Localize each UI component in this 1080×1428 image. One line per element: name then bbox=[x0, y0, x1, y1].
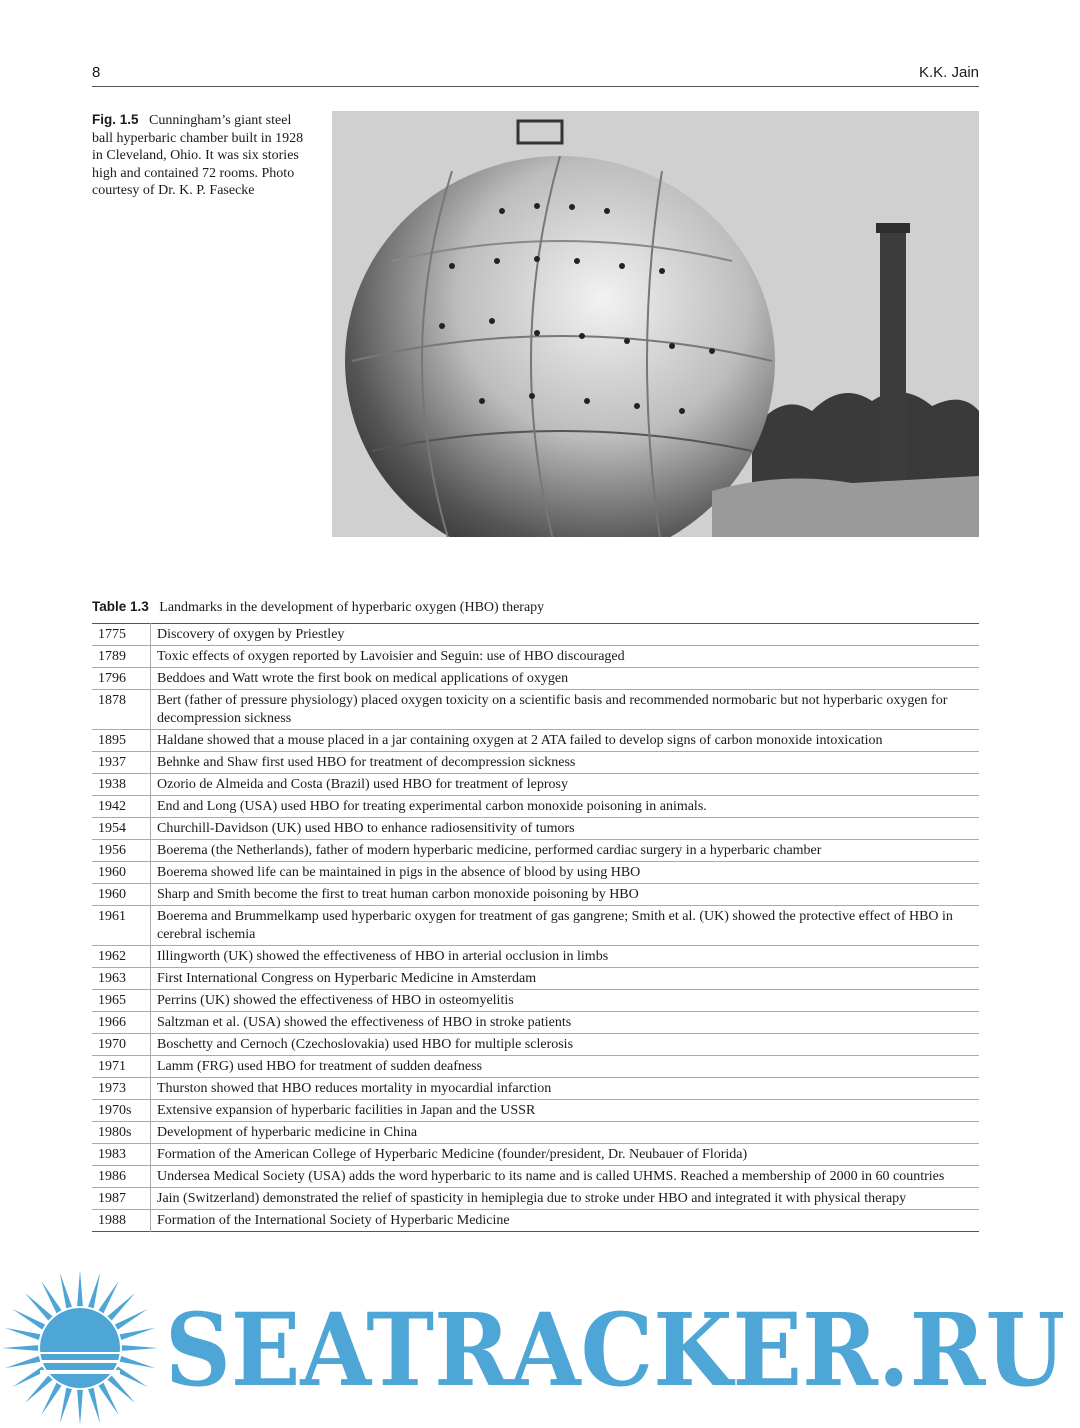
watermark-graphic bbox=[0, 1268, 1080, 1423]
running-head-author: K.K. Jain bbox=[918, 64, 979, 81]
row-event: Formation of the American College of Hyperbaric Medicine (founder/president, Dr. Neubauer of Florida) bbox=[157, 1147, 748, 1162]
row-year: 1970s bbox=[92, 1100, 151, 1122]
table-title: Landmarks in the development of hyperbaric oxygen (HBO) therapy bbox=[159, 600, 545, 615]
row-event: Thurston showed that HBO reduces mortality in myocardial infarction bbox=[157, 1081, 552, 1096]
table-row bbox=[92, 752, 979, 774]
row-year: 1796 bbox=[92, 668, 151, 690]
row-year: 1789 bbox=[92, 646, 151, 668]
row-year: 1956 bbox=[92, 840, 151, 862]
row-year: 1966 bbox=[92, 1012, 151, 1034]
row-event: Bert (father of pressure physiology) placed oxygen toxicity on a scientific basis and recommended normobaric but not hyperbaric oxygen for decompression sickness bbox=[157, 693, 948, 726]
chamber-photo bbox=[332, 111, 979, 537]
row-year: 1963 bbox=[92, 968, 151, 990]
landmarks-table bbox=[92, 623, 979, 1232]
table-row bbox=[92, 1144, 979, 1166]
row-event: Illingworth (UK) showed the effectiveness of HBO in arterial occlusion in limbs bbox=[157, 949, 609, 964]
table-row bbox=[92, 906, 979, 946]
figure-caption-text: Cunningham’s giant steel ball hyperbaric chamber built in 1928 in Cleveland, Ohio. It was six stories high and contained 72 rooms. Photo courtesy of Dr. K. P. Fasecke bbox=[92, 113, 304, 198]
row-event: First International Congress on Hyperbaric Medicine in Amsterdam bbox=[157, 971, 537, 986]
table-row bbox=[92, 1034, 979, 1056]
table-row bbox=[92, 946, 979, 968]
row-event: End and Long (USA) used HBO for treating experimental carbon monoxide poisoning in animals. bbox=[157, 799, 707, 814]
row-event: Formation of the International Society of Hyperbaric Medicine bbox=[157, 1213, 510, 1228]
row-year: 1988 bbox=[92, 1210, 151, 1232]
table-row bbox=[92, 1188, 979, 1210]
row-year: 1954 bbox=[92, 818, 151, 840]
row-event: Undersea Medical Society (USA) adds the word hyperbaric to its name and is called UHMS. Reached a membership of 2000 in 60 countries bbox=[157, 1169, 945, 1184]
table-row bbox=[92, 624, 979, 646]
table-row bbox=[92, 1210, 979, 1232]
row-event: Toxic effects of oxygen reported by Lavoisier and Seguin: use of HBO discouraged bbox=[157, 649, 625, 664]
row-year: 1878 bbox=[92, 690, 151, 730]
row-year: 1970 bbox=[92, 1034, 151, 1056]
row-year: 1895 bbox=[92, 730, 151, 752]
table-row bbox=[92, 668, 979, 690]
table-row bbox=[92, 1122, 979, 1144]
row-event: Ozorio de Almeida and Costa (Brazil) used HBO for treatment of leprosy bbox=[157, 777, 568, 792]
chamber-photo-illustration bbox=[332, 111, 979, 537]
row-event: Development of hyperbaric medicine in China bbox=[157, 1125, 418, 1140]
row-event: Beddoes and Watt wrote the first book on medical applications of oxygen bbox=[157, 671, 569, 686]
row-year: 1971 bbox=[92, 1056, 151, 1078]
table-row bbox=[92, 968, 979, 990]
table-row bbox=[92, 796, 979, 818]
row-year: 1775 bbox=[92, 624, 151, 646]
table-row bbox=[92, 818, 979, 840]
table-row bbox=[92, 646, 979, 668]
row-year: 1960 bbox=[92, 862, 151, 884]
row-event: Behnke and Shaw first used HBO for treatment of decompression sickness bbox=[157, 755, 576, 770]
row-event: Discovery of oxygen by Priestley bbox=[157, 627, 345, 642]
row-year: 1938 bbox=[92, 774, 151, 796]
table-row bbox=[92, 690, 979, 730]
row-event: Sharp and Smith become the first to treat human carbon monoxide poisoning by HBO bbox=[157, 887, 639, 902]
table-caption bbox=[92, 599, 979, 616]
table-row bbox=[92, 1166, 979, 1188]
table-row bbox=[92, 1078, 979, 1100]
table-row bbox=[92, 884, 979, 906]
table-label: Table 1.3 bbox=[92, 599, 149, 614]
row-year: 1942 bbox=[92, 796, 151, 818]
row-year: 1961 bbox=[92, 906, 151, 946]
row-year: 1986 bbox=[92, 1166, 151, 1188]
row-year: 1962 bbox=[92, 946, 151, 968]
table-row bbox=[92, 862, 979, 884]
table-row bbox=[92, 730, 979, 752]
watermark bbox=[0, 1268, 1080, 1423]
sun-icon bbox=[2, 1270, 158, 1423]
row-event: Boerema (the Netherlands), father of modern hyperbaric medicine, performed cardiac surgery in a hyperbaric chamber bbox=[157, 843, 822, 858]
row-event: Lamm (FRG) used HBO for treatment of sudden deafness bbox=[157, 1059, 483, 1074]
row-event: Extensive expansion of hyperbaric facilities in Japan and the USSR bbox=[157, 1103, 536, 1118]
figure-label: Fig. 1.5 bbox=[92, 112, 139, 127]
row-year: 1987 bbox=[92, 1188, 151, 1210]
row-event: Perrins (UK) showed the effectiveness of HBO in osteomyelitis bbox=[157, 993, 514, 1008]
watermark-text: SEATRACKER.RU bbox=[165, 1291, 1065, 1409]
row-event: Boerema showed life can be maintained in pigs in the absence of blood by using HBO bbox=[157, 865, 641, 880]
row-event: Haldane showed that a mouse placed in a jar containing oxygen at 2 ATA failed to develop signs of carbon monoxide intoxication bbox=[157, 733, 883, 748]
row-event: Jain (Switzerland) demonstrated the relief of spasticity in hemiplegia due to stroke under HBO and integrated it with physical therapy bbox=[157, 1191, 907, 1206]
row-year: 1983 bbox=[92, 1144, 151, 1166]
row-year: 1965 bbox=[92, 990, 151, 1012]
table-row bbox=[92, 774, 979, 796]
row-year: 1973 bbox=[92, 1078, 151, 1100]
table-row bbox=[92, 1100, 979, 1122]
table-row bbox=[92, 1012, 979, 1034]
row-event: Churchill-Davidson (UK) used HBO to enhance radiosensitivity of tumors bbox=[157, 821, 575, 836]
row-event: Boschetty and Cernoch (Czechoslovakia) used HBO for multiple sclerosis bbox=[157, 1037, 574, 1052]
row-year: 1960 bbox=[92, 884, 151, 906]
row-event: Saltzman et al. (USA) showed the effectiveness of HBO in stroke patients bbox=[157, 1015, 572, 1030]
page-header bbox=[92, 62, 979, 87]
page-number: 8 bbox=[92, 64, 101, 81]
figure-caption bbox=[92, 111, 314, 200]
table-row bbox=[92, 1056, 979, 1078]
row-year: 1980s bbox=[92, 1122, 151, 1144]
table-row bbox=[92, 990, 979, 1012]
row-event: Boerema and Brummelkamp used hyperbaric oxygen for treatment of gas gangrene; Smith et al. (UK) showed the protective effect of HBO in cerebral ischemia bbox=[157, 909, 953, 942]
row-year: 1937 bbox=[92, 752, 151, 774]
table-row bbox=[92, 840, 979, 862]
